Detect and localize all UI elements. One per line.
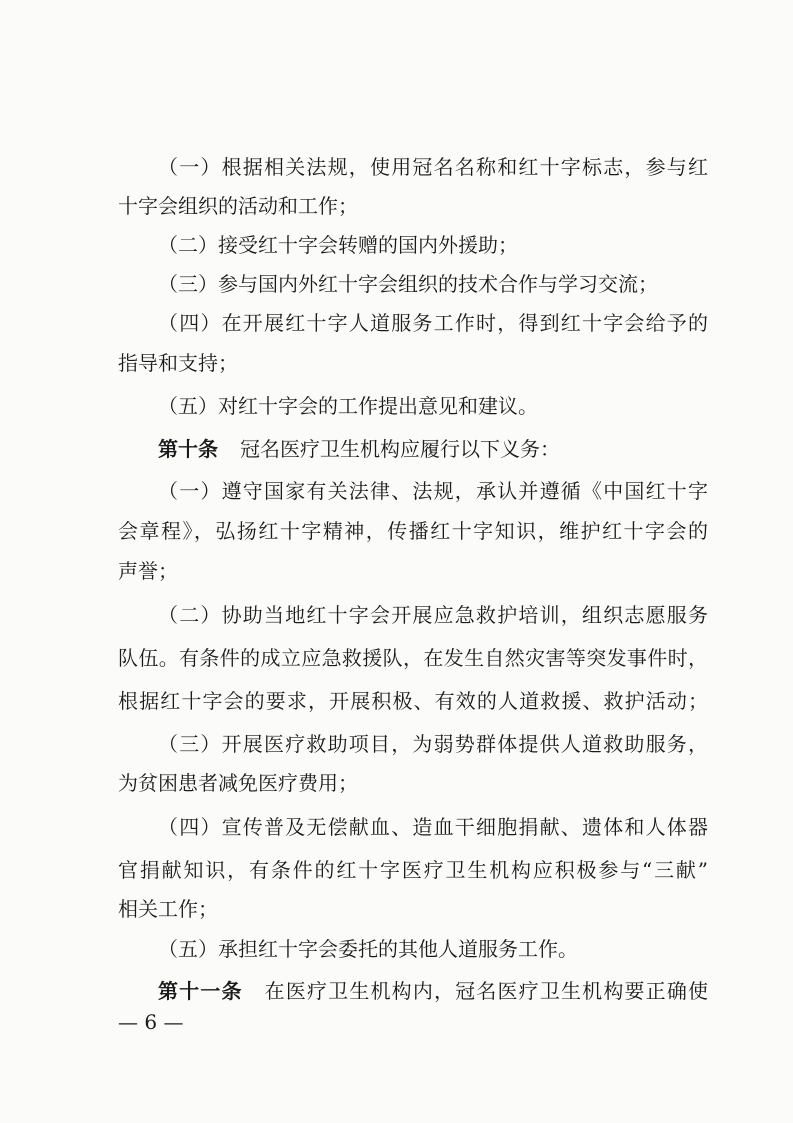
article-line [158, 976, 708, 1006]
paragraph-line [118, 556, 708, 586]
line-text: 会章程》，弘扬红十字精神，传播红十字知识，维护红十字会的 [118, 519, 708, 543]
article-heading: 第十条 [158, 437, 218, 461]
line-text: 声誉； [118, 559, 178, 583]
line-text: 根据红十字会的要求，开展积极、有效的人道救援、救护活动； [118, 689, 708, 713]
line-text: 十字会组织的活动和工作； [118, 194, 358, 218]
paragraph-line [118, 855, 708, 885]
paragraph-line [158, 729, 708, 759]
paragraph-line [158, 476, 708, 506]
paragraph-line [118, 191, 708, 221]
line-text: （五）对红十字会的工作提出意见和建议。 [158, 394, 538, 418]
paragraph-line [158, 391, 708, 421]
paragraph-line [158, 230, 708, 260]
paragraph-line [118, 686, 708, 716]
paragraph-line [158, 152, 708, 182]
line-text: 指导和支持； [118, 351, 238, 375]
paragraph-line [158, 600, 708, 630]
line-text: （三）开展医疗救助项目，为弱势群体提供人道救助服务， [158, 732, 708, 756]
article-heading: 第十一条 [158, 979, 243, 1003]
line-text: （五）承担红十字会委托的其他人道服务工作。 [158, 937, 578, 961]
article-line [158, 434, 708, 464]
paragraph-line [158, 308, 708, 338]
line-text: 为贫困患者减免医疗费用； [118, 771, 358, 795]
line-text: 官捐献知识，有条件的红十字医疗卫生机构应积极参与“三献” [118, 858, 708, 882]
paragraph-line [158, 812, 708, 842]
line-text: （四）宣传普及无偿献血、造血干细胞捐献、遗体和人体器 [158, 815, 708, 839]
line-text: （二）协助当地红十字会开展应急救护培训，组织志愿服务 [158, 603, 708, 627]
line-text: （二）接受红十字会转赠的国内外援助； [158, 233, 518, 257]
paragraph-line [118, 643, 708, 673]
line-text: （三）参与国内外红十字会组织的技术合作与学习交流； [158, 272, 658, 296]
paragraph-line [158, 269, 708, 299]
page-number: — 6 — [118, 1010, 184, 1034]
line-text: 在医疗卫生机构内，冠名医疗卫生机构要正确使 [264, 979, 708, 1003]
line-text: 相关工作； [118, 897, 218, 921]
line-text: （四）在开展红十字人道服务工作时，得到红十字会给予的 [158, 311, 708, 335]
paragraph-line [158, 934, 708, 964]
paragraph-line [118, 348, 708, 378]
line-text: （一）遵守国家有关法律、法规，承认并遵循《中国红十字 [158, 479, 708, 503]
line-text: （一）根据相关法规，使用冠名名称和红十字标志，参与红 [158, 155, 708, 179]
line-text: 冠名医疗卫生机构应履行以下义务： [240, 437, 560, 461]
paragraph-line [118, 894, 708, 924]
paragraph-line [118, 516, 708, 546]
paragraph-line [118, 768, 708, 798]
line-text: 队伍。有条件的成立应急救援队，在发生自然灾害等突发事件时， [118, 646, 708, 670]
